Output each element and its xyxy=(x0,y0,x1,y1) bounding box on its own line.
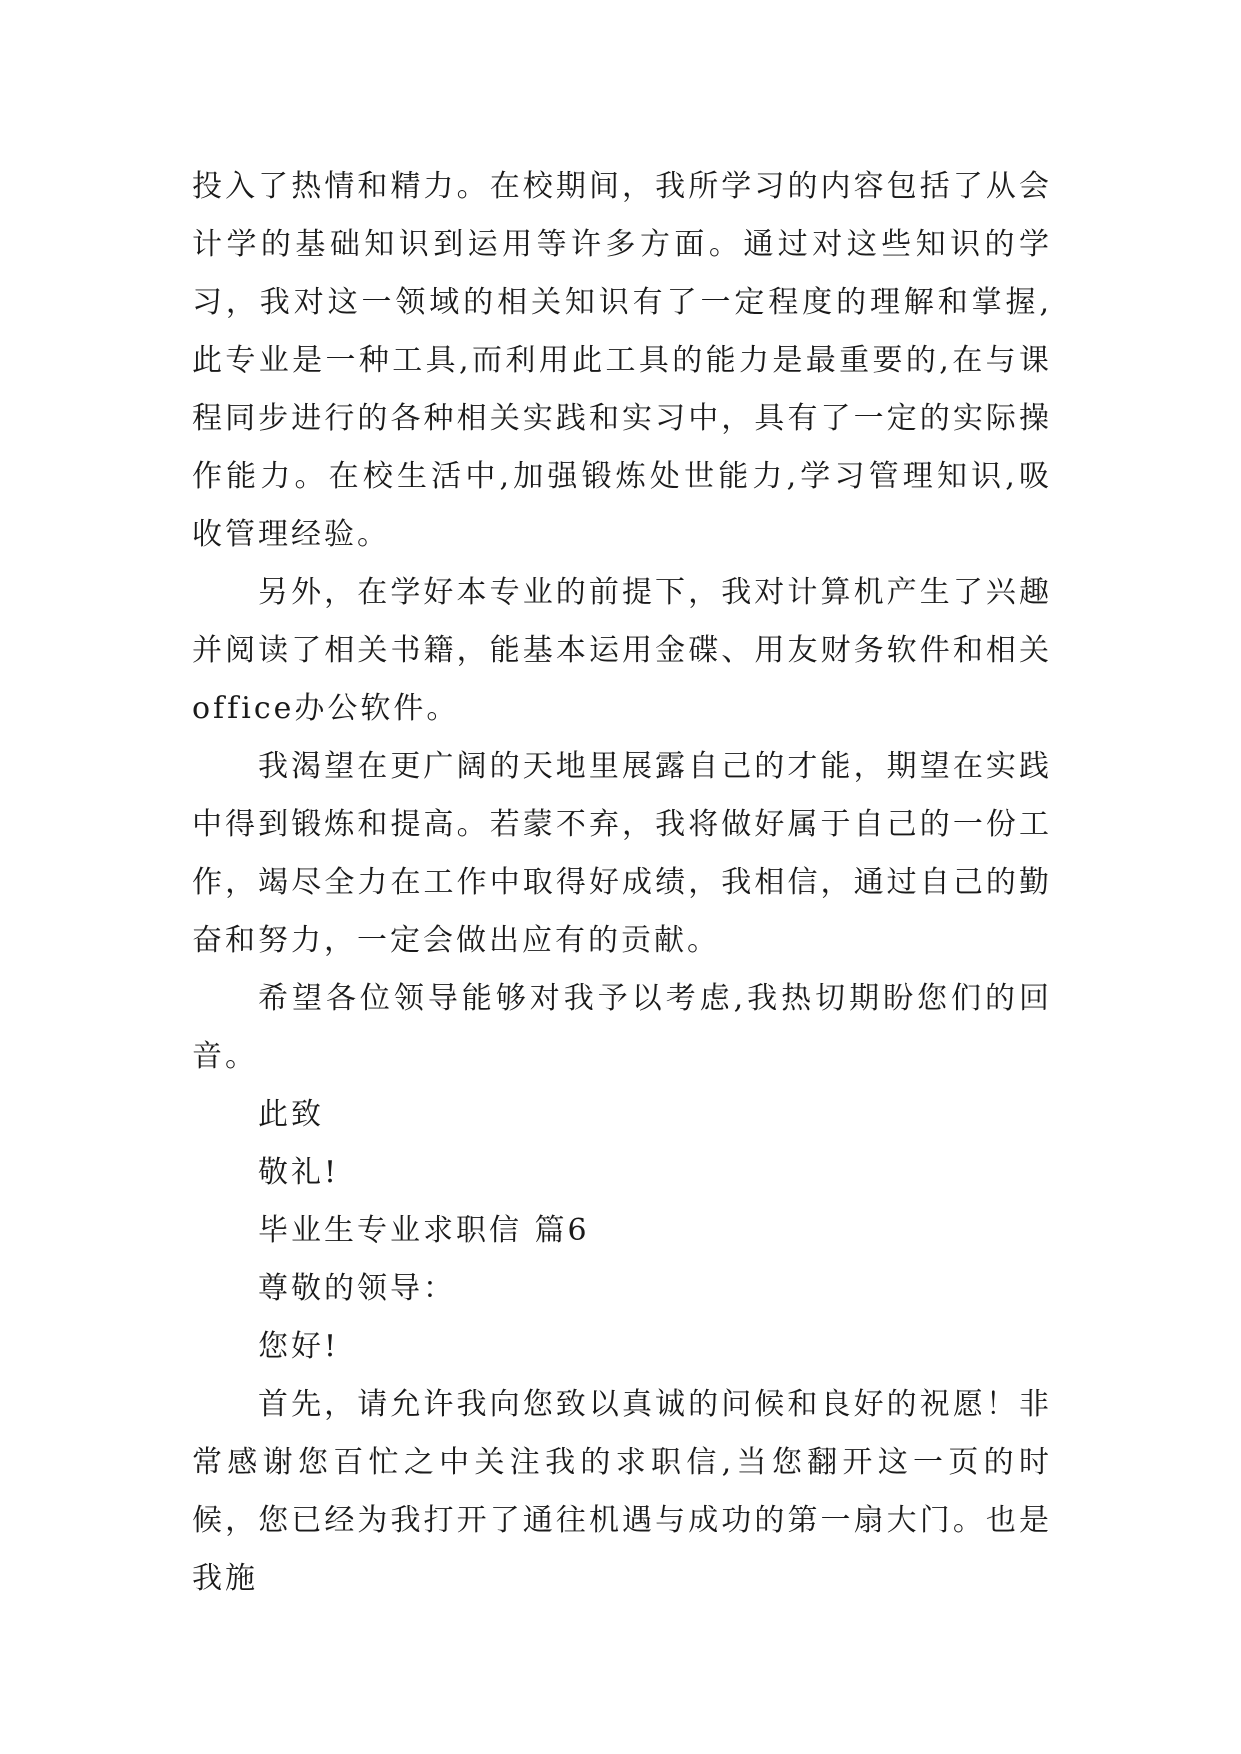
paragraph-hope: 希望各位领导能够对我予以考虑,我热切期盼您们的回音。 xyxy=(192,981,1052,1074)
paragraph-aspiration: 我渴望在更广阔的天地里展露自己的才能，期望在实践中得到锻炼和提高。若蒙不弃，我将做好属于自己的一份工作，竭尽全力在工作中取得好成绩，我相信，通过自己的勤奋和努力，一定会做出应有的贡献。 xyxy=(192,749,1052,958)
greeting-recipient: 尊敬的领导： xyxy=(258,1271,456,1306)
paragraph-education-summary: 投入了热情和精力。在校期间，我所学习的内容包括了从会计学的基础知识到运用等许多方面。通过对这些知识的学习，我对这一领域的相关知识有了一定程度的理解和掌握,此专业是一种工具,而利用此工具的能力是最重要的,在与课程同步进行的各种相关实践和实习中，具有了一定的实际操作能力。在校生活中,加强锻炼处世能力,学习管理知识,吸收管理经验。 xyxy=(192,169,1052,552)
greeting-hello: 您好! xyxy=(258,1329,340,1364)
closing-salutation: 此致 xyxy=(258,1097,324,1132)
paragraph-computer-skills: 另外，在学好本专业的前提下，我对计算机产生了兴趣并阅读了相关书籍，能基本运用金碟、用友财务软件和相关office办公软件。 xyxy=(192,575,1052,726)
letter-body xyxy=(192,158,1052,1608)
paragraph-opening: 首先，请允许我向您致以真诚的问候和良好的祝愿！非常感谢您百忙之中关注我的求职信,当您翻开这一页的时候，您已经为我打开了通往机遇与成功的第一扇大门。也是我施 xyxy=(192,1387,1052,1596)
closing-regards: 敬礼! xyxy=(258,1155,340,1190)
section-heading: 毕业生专业求职信 篇6 xyxy=(258,1213,590,1248)
